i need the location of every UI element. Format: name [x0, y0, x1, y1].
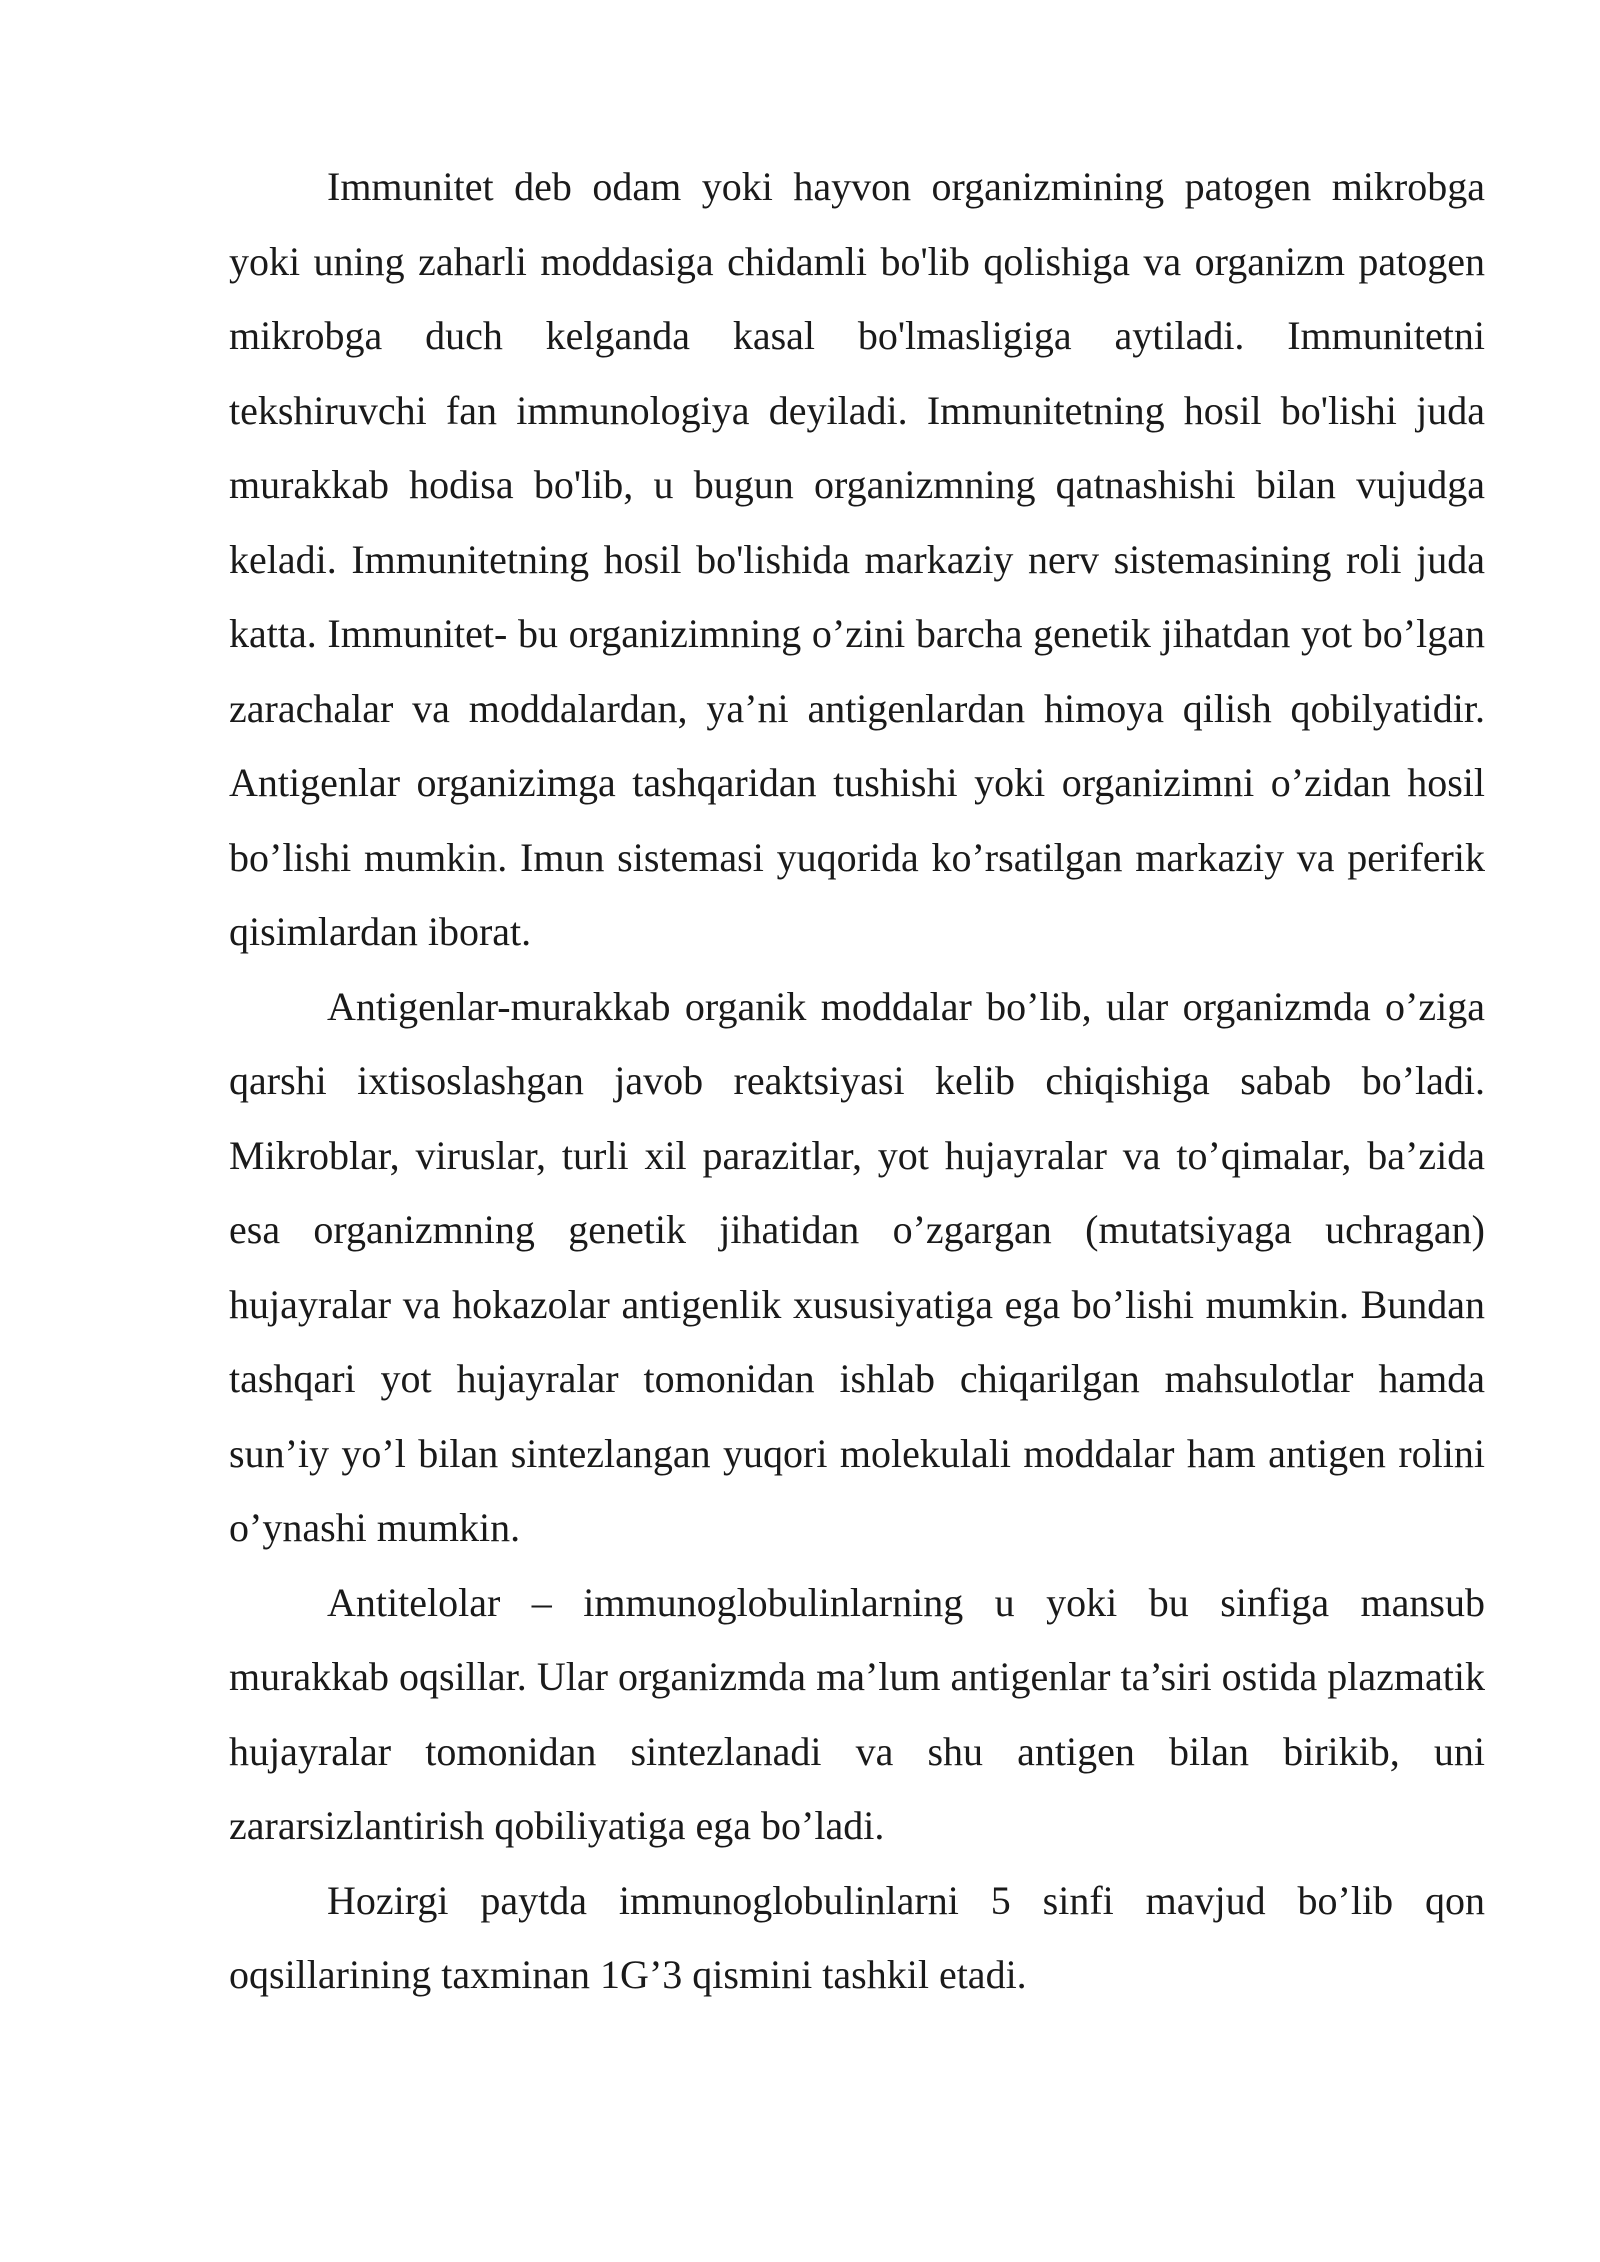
paragraph-immunitet: Immunitet deb odam yoki hayvon organizmining patogen mikrobga yoki uning zaharli moddasiga chidamli bo'lib qolishiga va organizm patogen mikrobga duch kelganda kasal bo'lmasligiga aytiladi. Immunitetni tekshiruvchi fan immunologiya deyiladi. Immunitetning hosil bo'lishi juda murakkab hodisa bo'lib, u bugun organizmning qatnashishi bilan vujudga keladi. Immunitetning hosil bo'lishida markaziy nerv sistemasining roli juda katta. Immunitet- bu organizimning o’zini barcha genetik jihatdan yot bo’lgan zarachalar va moddalardan, ya’ni antigenlardan himoya qilish qobilyatidir. Antigenlar organizimga tashqaridan tushishi yoki organizimni o’zidan hosil bo’lishi mumkin. Imun sistemasi yuqorida ko’rsatilgan markaziy va periferik qisimlardan iborat.: [229, 164, 1485, 954]
paragraph-immunoglobulin-classes: Hozirgi paytda immunoglobulinlarni 5 sinfi mavjud bo’lib qon oqsillarining taxminan 1G’3 qismini tashkil etadi.: [229, 1877, 1485, 1997]
document-body: [229, 150, 1485, 2013]
paragraph-antitelolar: Antitelolar – immunoglobulinlarning u yoki bu sinfiga mansub murakkab oqsillar. Ular organizmda ma’lum antigenlar ta’siri ostida plazmatik hujayralar tomonidan sintezlanadi va shu antigen bilan birikib, uni zararsizlantirish qobiliyatiga ega bo’ladi.: [229, 1579, 1485, 1848]
paragraph-antigenlar: Antigenlar-murakkab organik moddalar bo’lib, ular organizmda o’ziga qarshi ixtisoslashgan javob reaktsiyasi kelib chiqishiga sabab bo’ladi. Mikroblar, viruslar, turli xil parazitlar, yot hujayralar va to’qimalar, ba’zida esa organizmning genetik jihatidan o’zgargan (mutatsiyaga uchragan) hujayralar va hokazolar antigenlik xususiyatiga ega bo’lishi mumkin. Bundan tashqari yot hujayralar tomonidan ishlab chiqarilgan mahsulotlar hamda sun’iy yo’l bilan sintezlangan yuqori molekulali moddalar ham antigen rolini o’ynashi mumkin.: [229, 983, 1485, 1550]
